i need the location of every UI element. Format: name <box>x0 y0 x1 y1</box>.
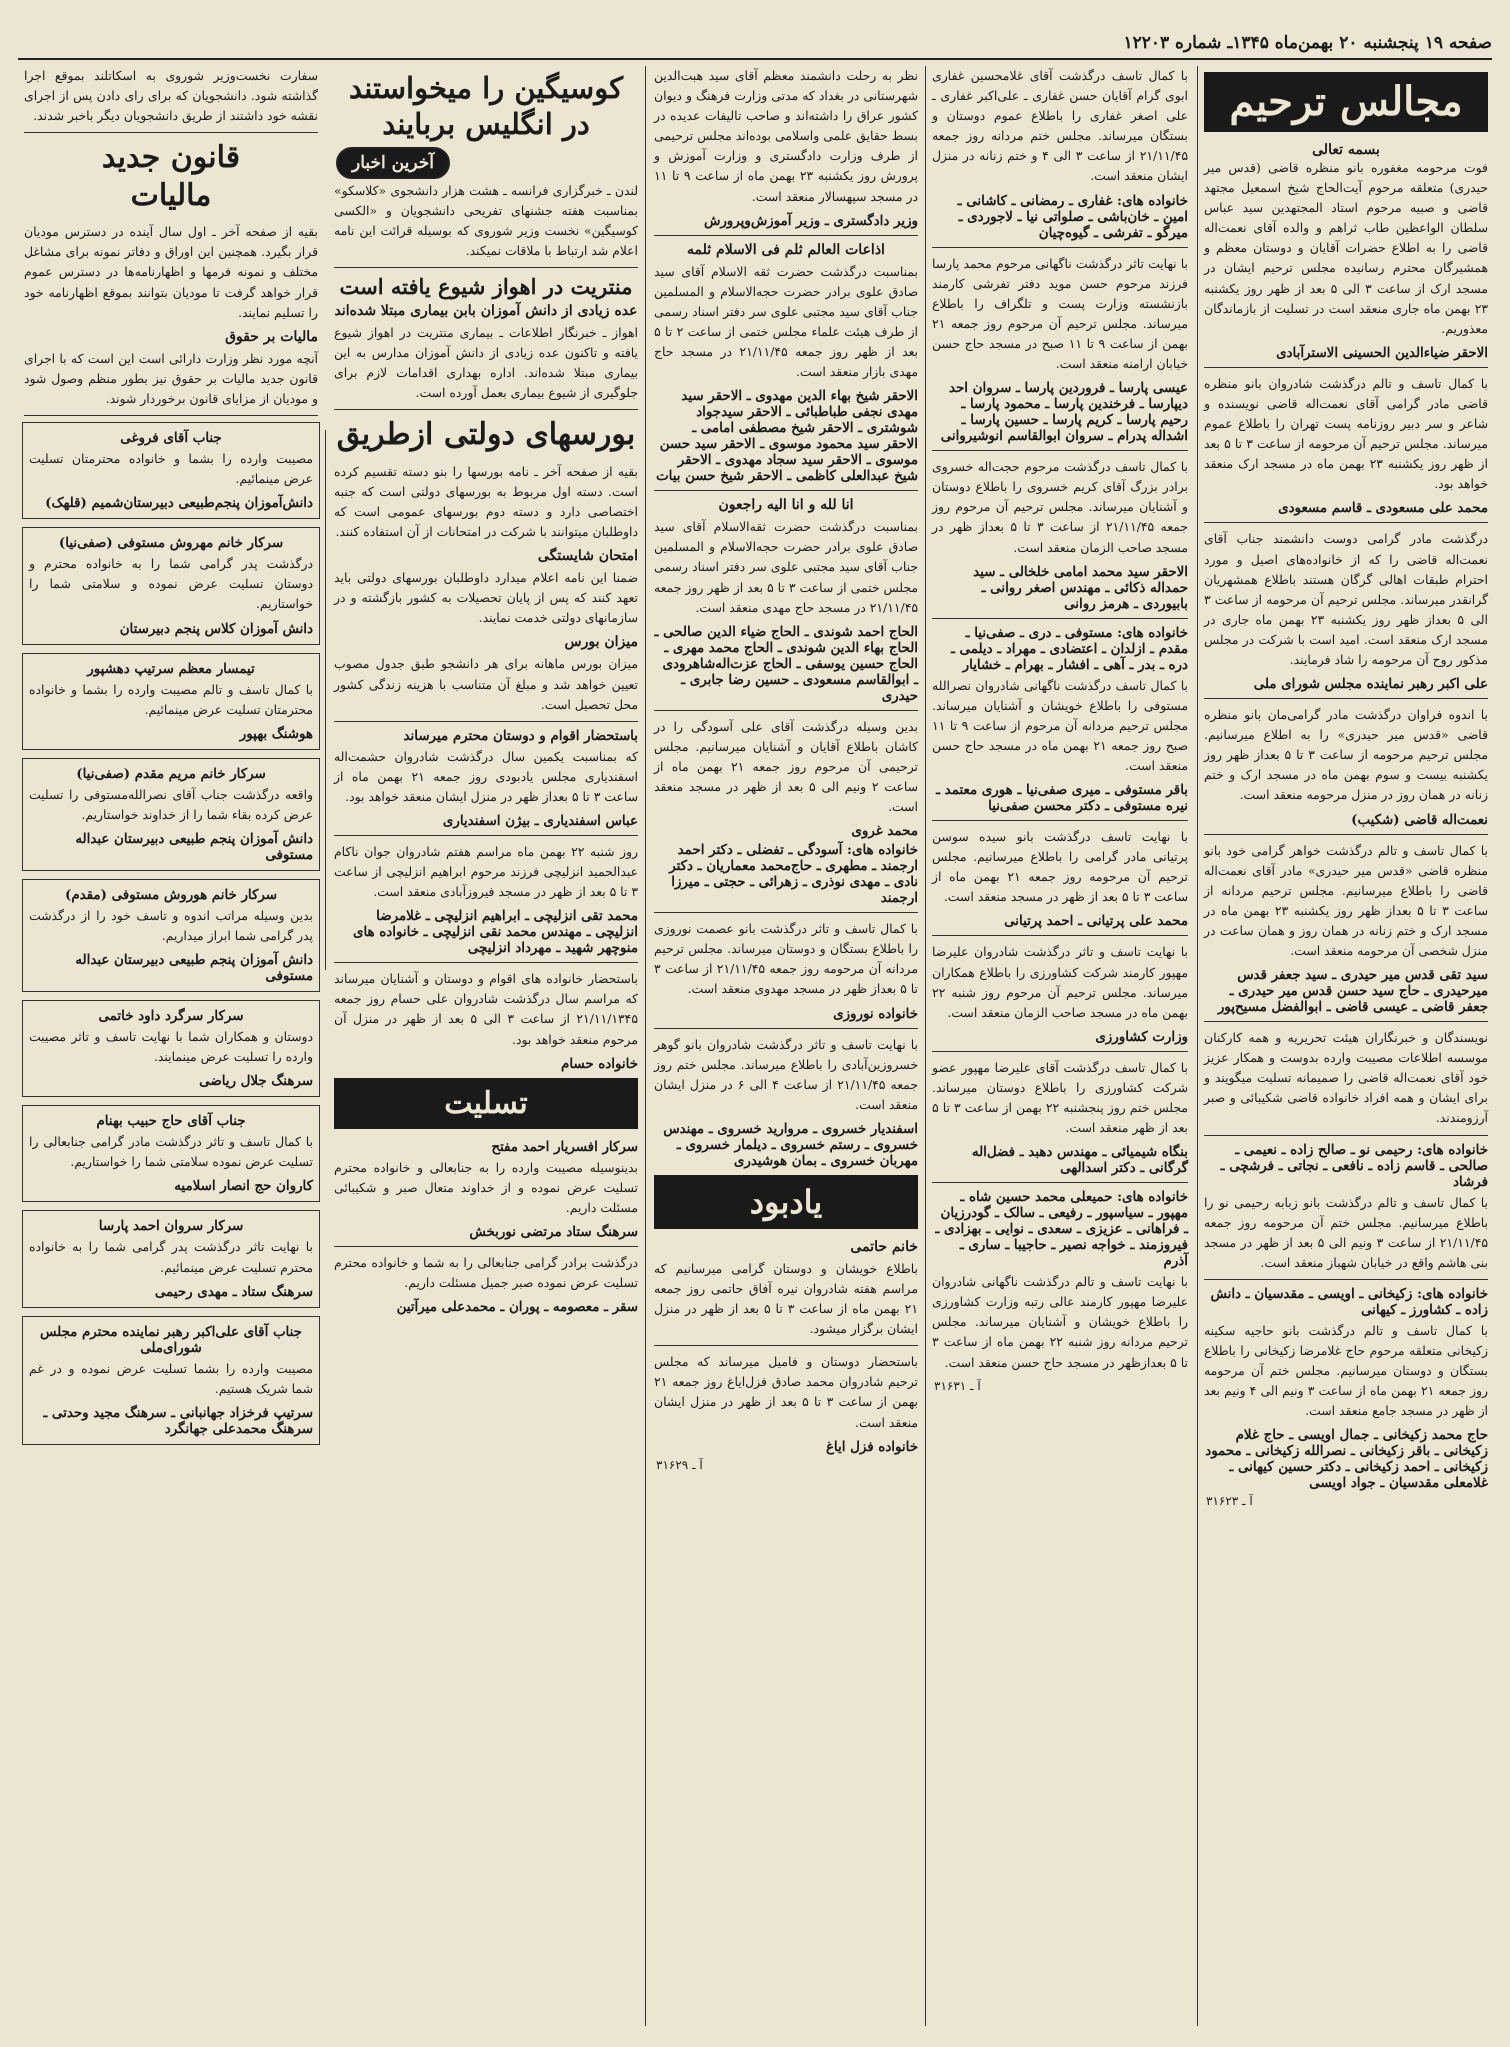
ad-code: آ ـ ۳۱۶۲۹ <box>656 1457 703 1472</box>
column-left <box>20 66 322 2026</box>
condolence-notice <box>22 527 320 644</box>
notice-signature: سرهنگ ستاد مرتضی نوربخش <box>469 1223 638 1240</box>
notice-signature: نعمت‌اله قاضی (شکیب) <box>1351 811 1488 828</box>
headline-new-tax-law: قانون جدید <box>101 140 241 176</box>
notice-text: بمناسبت درگذشت حضرت ثقه الاسلام آقای سید صادق علوی برادر حضرت حجه‌الاسلام و المسلمین جناب آقای سید مجتبی علوی سر دفتر اسناد رسمی از طرف هیئت علماء مجلس ختمی از ساعت ۲ تا ۵ بعد از ظهر روز جمعه ۲۱/۱۱/۴۵ در مسجد حاج مهدی بازار منعقد است. <box>654 263 918 380</box>
notice-signature: وزارت کشاورزی <box>1095 1028 1188 1045</box>
section-banner-condolence: تسلیت <box>334 1078 638 1129</box>
divider <box>1204 1021 1488 1022</box>
notice-signature: الحاج احمد شوندی ـ الحاج ضیاء الدین صالحی ـ الحاج بهاء الدین شوندی ـ الحاج محمد مهری ـ الحاج حسین یوسفی ـ الحاج عزت‌اله‌شاهرودی ـ ابوالقاسم مسعودی ـ حسین رضا جابری ـ حیدری <box>654 623 918 704</box>
notice-signature: حاج محمد زکیخانی ـ جمال اویسی ـ حاج غلام زکیخانی ـ باقر زکیخانی ـ نصرالله زکیخانی ـ محمود زکیخانی ـ احمد زکیخانی ـ دکتر حسین کیهانی ـ غلامعلی مقدسیان ـ جواد اویسی <box>1205 1427 1488 1492</box>
notice-text: نظر به رحلت دانشمند معظم آقای سید هبت‌الدین شهرستانی در بغداد که مدتی وزارت فرهنگ و دیوان کشور عراق را داشته‌اند و صاحب تالیفات عدیده در بسط حقایق علمی واسلامی بوده‌اند مجلس ترحیمی از طرف وزارت دادگستری و وزارت آموزش و پرورش روز یکشنبه ۲۳ بهمن ماه از ساعت ۹ تا ۱۱ در مسجد سپهسالار منعقد است. <box>654 68 918 204</box>
notice-text: باستحضار دوستان و فامیل میرساند که مجلس ترحیم شادروان محمد صادق فزل‌ایاغ روز جمعه ۲۱ بهمن از ساعت ۳ تا ۵ بعد از ظهر در منزل ایشان منعقد است. <box>654 1354 919 1430</box>
divider <box>932 1182 1188 1183</box>
notice-heading: سرکار سرگرد داود خاتمی <box>98 1008 244 1025</box>
notice-text: بدینوسیله مصیبت وارده را به جنابعالی و خانواده محترم تسلیت عرض نموده و از خداوند متعال صبر و شکیبائی مسئلت داریم. <box>334 1159 638 1215</box>
latest-news-logo: آخرین اخبار <box>336 147 450 179</box>
notice-signature: خانواده های: رحیمی نو ـ صالح زاده ـ نعیمی ـ صالحی ـ قاسم زاده ـ نافعی ـ نجاتی ـ فرشچی ـ فرشاد <box>1220 1141 1488 1190</box>
notice-heading: جناب آقای علی‌اکبر رهبر نماینده محترم مجلس شورای‌ملی <box>40 1323 302 1356</box>
notice-signature: علی اکبر رهبر نماینده مجلس شورای ملی <box>1253 676 1488 693</box>
column-news <box>330 66 642 2026</box>
headline-meningitis: منتریت در اهواز شیوع یافته است <box>339 273 633 299</box>
notice-signature: خانواده حسام <box>561 1055 638 1072</box>
notice-text: با کمال تاسف درگذشت آقای غلامحسین غفاری ابوی گرام آقایان حسن غفاری ـ علی‌اکبر غفاری ـ علی اصغر غفاری را باطلاع عموم دوستان و بستگان میرساند. مجلس ختم مردانه روز جمعه ۲۱/۱۱/۴۵ از ساعت ۳ الی ۴ و ختم زنانه در منزل ایشان منعقد است. <box>932 68 1188 184</box>
divider <box>1204 1279 1488 1280</box>
notice-text: درگذشت مادر گرامی دوست دانشمند جناب آقای نعمت‌اله قاضی را که از خانواده‌های اصیل و مورد احترام طبقات اهالی گرگان هستند باطلاع همشهریان گرانقدر میرساند. مجلس ترحیم آن مرحومه از ساعت ۳ الی ۵ بعداز ظهر روز یکشنبه ۲۳ بهمن ماه جاری در مسجد ارک منعقد است. امید است با شرکت در مجلس مذکور روح آن مرحومه را شاد فرمایند. <box>1204 531 1488 667</box>
notice-heading: سرکار افسریار احمد مفتح <box>491 1138 638 1155</box>
article-text: آنچه مورد نظر وزارت دارائی است این است که با اجرای قانون جدید مالیات بر حقوق نیز بطور منظم وصول شود و مودیان از مزایای قانون برخوردار شوند. <box>24 350 318 406</box>
notice-signature: سید تقی قدس میر حیدری ـ سید جعفر قدس میرحیدری ـ حاج سید حسن قدس میر حیدری ـ جعفر قاضی ـ عیسی قاضی ـ ابوالفضل مسیح‌پور <box>1217 967 1488 1016</box>
article-subheading: میزان بورس <box>564 634 638 651</box>
column-obituaries-middle <box>650 66 922 2026</box>
column-divider <box>325 430 326 970</box>
notice-heading: باستحضار اقوام و دوستان محترم میرساند <box>403 727 638 744</box>
notice-text: بدین وسیله درگذشت آقای علی آسودگی را در کاشان باطلاع آقایان و آشنایان میرسانیم. مجلس ترحیمی آن مرحوم روز جمعه ۲۱ بهمن ماه از ساعت ۲ ونیم الی ۵ بعد از ظهر در مسجد منعقد است. <box>654 718 919 815</box>
notice-signature: دانش آموزان پنجم طبیعی دبیرستان عبداله مستوفی <box>75 830 313 863</box>
notice-text: بمناسبت درگذشت حضرت ثقه‌الاسلام آقای سید صادق علوی برادر حضرت حجه‌الاسلام و المسلمین جناب آقای سید مجتبی علوی سر دفتر اسناد رسمی مجلس ختمی از ساعت ۳ تا ۵ بعد از ظهر روز جمعه ۲۱/۱۱/۴۵ در مسجد حاج مهدی منعقد است. <box>654 519 918 615</box>
divider <box>334 962 638 963</box>
divider <box>654 235 918 236</box>
notice-text: روز شنبه ۲۲ بهمن ماه مراسم هفتم شادروان جوان ناکام عبدالحمید انزلیچی فرزند مرحوم ابراهیم انزلیچی از ساعت ۳ تا ۵ بعد از ظهر در مسجد فیروزآبادی منعقد است. <box>334 843 638 900</box>
notice-text: با کمال تاسف و تالم مصیبت وارده را بشما و خانواده محترمتان تسلیت عرض مینمائیم. <box>29 681 313 717</box>
notice-signature: وزیر دادگستری ـ وزیر آموزش‌وپرورش <box>703 212 918 229</box>
notice-signature: سرهنگ جلال ریاضی <box>199 1073 313 1090</box>
notice-signature: باقر مستوفی ـ میری صفی‌نیا ـ هوری معتمد ـ نیره مستوفی ـ دکتر محسن صفی‌نیا <box>936 782 1188 815</box>
divider <box>334 267 638 268</box>
notice-heading: سرکار خانم مهروش مستوفی (صفی‌نیا) <box>58 535 284 552</box>
notice-text: با کمال تاسف و تالم درگذشت شادروان بانو منظره قاضی مادر گرامی آقای نعمت‌اله قاضی نویسنده و شاعر و سر دبیر روزنامه پست تهران را باطلاع عموم میرساند. مجلس ترحیم آن مرحومه از ساعت ۳ تا ۵ بعد از ظهر روز یکشنبه ۲۳ بهمن ماه در مسجد ارک منعقد خواهد بود. <box>1204 375 1488 492</box>
notice-signature: دانش‌آموزان پنجم‌طبیعی دبیرستان‌شمیم (قلهک) <box>45 495 313 512</box>
notice-text: با کمال تاسف درگذشت ناگهانی شادروان نصرالله مستوفی را باطلاع خویشان و آشنایان میرساند. مجلس ترحیم مردانه آن مرحوم از ساعت ۹ تا ۱۱ صبح روز جمعه ۲۱ بهمن ماه در مسجد حاج حسن منعقد است. <box>932 677 1189 773</box>
divider <box>1204 834 1488 835</box>
article-text: میزان بورس ماهانه برای هر دانشجو طبق جدول مصوب تعیین خواهد شد و مبلغ آن متناسب با هزینه زندگی کشور محل تحصیل است. <box>334 656 638 712</box>
divider <box>654 490 918 491</box>
notice-text: درگذشت پدر گرامی شما را به خانواده محترم و دوستان تسلیت عرض نموده و سلامتی شما را خواستاریم. <box>29 556 313 612</box>
notice-heading: خانم حاتمی <box>850 1238 918 1255</box>
article-subheading: مالیات بر حقوق <box>225 328 318 345</box>
headline-new-tax-law-2: مالیات <box>130 177 212 213</box>
condolence-notice <box>22 1316 320 1445</box>
divider <box>932 247 1188 248</box>
notice-text: مصیبت وارده را بشما و خانواده محترمتان تسلیت عرض مینمائیم. <box>29 451 313 487</box>
divider <box>1204 367 1488 368</box>
notice-signature: خانواده های: آسودگی ـ تفضلی ـ دکتر احمد ارجمند ـ مطهری ـ حاج‌محمد معماریان ـ دکتر نادی ـ مهدی نوذری ـ زهرائی ـ حجتی ـ میرزا ارجمند <box>669 842 918 907</box>
column-divider <box>645 66 646 2026</box>
notice-text: با نهایت تاسف و تاثر درگذشت شادروان علیرضا مهپور کارمند شرکت کشاورزی را باطلاع همکاران میرساند. مجلس ترحیم آن مرحوم روز شنبه ۲۲ بهمن ماه در مسجد صاحب الزمان منعقد است. <box>932 944 1188 1020</box>
divider <box>334 721 638 722</box>
notice-signature: الاحقر سید محمد امامی خلخالی ـ سید حمداله ذکائی ـ مهندس اصغر روانی ـ بابیوردی ـ هرمز روانی <box>973 563 1188 612</box>
divider <box>654 912 918 913</box>
notice-signature: هوشنگ بهپور <box>239 725 313 742</box>
column-divider <box>925 66 926 2026</box>
divider <box>24 132 318 133</box>
divider <box>334 409 638 410</box>
divider <box>932 618 1188 619</box>
notice-signature: محمد علی مسعودی ـ قاسم مسعودی <box>1278 500 1488 517</box>
notice-text: نویسندگان و خبرنگاران هیئت تحریریه و همه کارکنان موسسه اطلاعات مصیبت وارده بدوست و همکار عزیز خود آقای نعمت‌اله قاضی را صمیمانه تسلیت میگویند و برای ایشان و همه افراد خانواده قاضی شکیبائی و صبر آرزومندند. <box>1204 1030 1488 1126</box>
column-divider <box>1197 66 1198 2026</box>
notice-text: با کمال تاسف و تالم درگذشت بانو زبابه رحیمی نو را باطلاع میرسانیم. مجلس ختم آن مرحومه روز جمعه ۲۱/۱۱/۴۵ از ساعت ۳ ونیم الی ۵ بعد از ظهر در مسجد بنی هاشم واقع در خیابان شهباز منعقد است. <box>1204 1194 1488 1270</box>
notice-text: با نهایت تاثر درگذشت پدر گرامی شما را به خانواده محترم تسلیت عرض مینمائیم. <box>29 1239 313 1275</box>
divider <box>334 1246 638 1247</box>
notice-signature: دانش آموزان پنجم طبیعی دبیرستان عبداله مستوفی <box>75 952 313 985</box>
notice-text: باستحضار خانواده های اقوام و دوستان و آشنایان میرساند که مراسم سال درگذشت شادروان علی حسام روز جمعه ۲۱/۱۱/۱۳۴۵ از ساعت ۳ الی ۵ بعد از ظهر در منزل آن مرحوم منعقد خواهد بود. <box>334 971 638 1047</box>
notice-text: باطلاع خویشان و دوستان گرامی میرسانیم که مراسم هفته شادروان نیره آفاق حاتمی روز جمعه ۲۱ بهمن ماه از ساعت ۳ تا ۵ بعد از ظهر در منزل ایشان برگزار میشود. <box>654 1260 918 1337</box>
notice-heading: سرکار خانم مریم مقدم (صفی‌نیا) <box>76 765 266 782</box>
notice-text: با نهایت تاثر درگذشت ناگهانی مرحوم محمد پارسا فرزند مرحوم حسن موید دفتر تفرشی کارمند بازنشسته وزارت پست و تلگراف را باطلاع میرساند. مجلس ترحیم آن مرحوم روز جمعه ۲۱ بهمن از ساعت ۹ تا ۱۱ صبح در مسجد حاج حسن خیابان ارامنه منعقد است. <box>932 255 1188 372</box>
divider <box>654 1028 918 1029</box>
article-text: بقیه از صفحه آخر ـ اول سال آینده در دسترس مودیان قرار بگیرد. همچنین این اوراق و دفاتر نمونه برای مشاغل مختلف و نمونه فرمها و اظهارنامه‌ها در دسترس عموم قرار خواهد گرفت تا مودیان بتوانند بموقع اظهارنامه خود را تسلیم نمایند. <box>24 224 318 320</box>
notice-text: با کمال تاسف و تالم درگذشت بانو حاجیه سکینه زکیخانی متعلقه مرحوم حاج غلامرضا زکیخانی را باطلاع بستگان و دوستان میرسانیم. مجلس ختم آن مرحومه روز جمعه ۲۱ بهمن ماه از ساعت ۳ ونیم الی ۴ ونیم بعد از ظهر در مسجد جامع منعقد است. <box>1204 1322 1488 1419</box>
divider <box>1204 522 1488 523</box>
page-info: صفحه ۱۹ پنجشنبه ۲۰ بهمن‌ماه ۱۳۴۵ـ شماره ۱۲۲۰۳ <box>1123 33 1492 53</box>
divider <box>932 450 1188 451</box>
logo-wrapper <box>336 147 636 179</box>
subheadline-meningitis: عده زیادی از دانش آموزان بابن بیماری مبتلا شده‌اند <box>334 302 638 319</box>
condolence-notice <box>22 422 320 519</box>
notice-signature: سقر ـ معصومه ـ پوران ـ محمدعلی میرآتین <box>396 1299 638 1316</box>
invocation: بسمه تعالی <box>1312 142 1380 158</box>
notice-text: با نهایت تاسف و تاثر درگذشت شادروان بانو گوهر خسروزین‌آبادی را باطلاع میرساند. مجلس ختم روز جمعه ۲۱/۱۱/۴۵ از ساعت ۴ الی ۶ در منزل ایشان منعقد است. <box>654 1036 918 1112</box>
notice-text: با کمال تاسف و تاثر درگذشت مادر گرامی جنابعالی را تسلیت عرض نموده سلامتی شما را خواستاریم. <box>29 1134 313 1170</box>
notice-text: با کمال تاسف درگذشت مرحوم حجت‌اله خسروی برادر بزرگ آقای کریم خسروی را باطلاع دوستان و آشنایان میرساند. مجلس ترحیم آن مرحوم روز جمعه ۲۱/۱۱/۴۵ از ساعت ۳ تا ۵ بعداز ظهر در مسجد صاحب الزمان منعقد است. <box>932 459 1188 555</box>
notice-signature: عیسی پارسا ـ فروردین پارسا ـ سروان احد دیپارسا ـ فرخندین پارسا ـ محمود پارسا ـ رحیم پارسا ـ کریم پارسا ـ حسین پارسا ـ اشداله پدرام ـ سروان ابوالقاسم انوشیروانی <box>940 380 1188 445</box>
notice-heading: سرکار سروان احمد پارسا <box>98 1218 244 1235</box>
notice-text: درگذشت برادر گرامی جنابعالی را به شما و خانواده محترم تسلیت عرض نموده صبر جمیل مسئلت داریم. <box>334 1254 638 1290</box>
news-header-row <box>334 70 638 143</box>
notice-text: با نهایت تاسف و تالم درگذشت ناگهانی شادروان علیرضا مهپور کارمند عالی رتبه وزارت کشاورزی را باطلاع خویشان و آشنایان میرساند. مجلس ترحیم مردانه روز شنبه ۲۲ بهمن ماه از ساعت ۳ تا ۵ بعدازظهر در مسجد حاج حسن منعقد است. <box>932 1274 1188 1370</box>
notice-signature: بنگاه شیمیائی ـ مهندس دهبد ـ فضل‌اله گرگانی ـ دکتر اسدالهی <box>971 1144 1188 1177</box>
notice-heading: سرکار خانم هوروش مستوفی (مقدم) <box>64 886 277 903</box>
ad-code: آ ـ ۳۱۶۳۱ <box>934 1378 981 1393</box>
condolence-notice <box>22 653 320 750</box>
condolence-notice <box>22 1000 320 1097</box>
divider <box>654 1345 918 1346</box>
notice-text: با نهایت تاسف درگذشت بانو سیده سوسن پرتیانی مادر گرامی را باطلاع میرسانیم. مجلس ترحیم آن مرحومه روز جمعه ۲۱ بهمن ماه از ساعت ۳ تا ۵ بعد از ظهر در مسجد منعقد است. <box>932 829 1189 905</box>
divider <box>24 415 318 416</box>
divider <box>1204 1135 1488 1136</box>
notice-text: بدین وسیله مراتب اندوه و تاسف خود را از درگذشت پدر گرامی شما ابراز میداریم. <box>29 907 313 943</box>
section-banner-remembrance: یادبود <box>654 1175 918 1229</box>
notice-heading: جناب آقای حاج حبیب بهنام <box>96 1113 246 1130</box>
divider <box>654 710 918 711</box>
notice-signature: خانواده های: حمیعلی محمد حسین شاه ـ مهپور ـ سیاسپور ـ رفیعی ـ سالک ـ گودرزیان ـ فراهانی ـ عزیزی ـ سعدی ـ نوایی ـ بهزادی ـ فیروزمند ـ خواجه نصیر ـ حاجیبا ـ ساری ـ آذرم <box>935 1189 1188 1270</box>
headline-kosygin: کوسیگین را میخواستند در انگلیس بربایند <box>349 71 623 142</box>
article-subheading: امتحان شایستگی <box>537 548 638 565</box>
notice-text: با کمال تاسف و تالم درگذشت خواهر گرامی خود بانو منظره قاضی «قدس میر حیدری» مادر آقای نعمت‌اله قاضی را باطلاع میرسانیم. مجلس ترحیم مردانه از ساعت ۳ تا ۵ بعداز ظهر روز یکشنبه ۲۳ بهمن ماه در مسجد ارک و ختم زنانه در همان روز و همان ساعت در منزل شخصی آن مرحومه منعقد است. <box>1204 842 1488 958</box>
notice-signature: خانواده های: زکیخانی ـ اویسی ـ مقدسیان ـ دانش زاده ـ کشاورز ـ کیهانی <box>1210 1285 1488 1318</box>
divider <box>334 835 638 836</box>
notice-signature: سرتیپ فرخزاد جهانبانی ـ سرهنگ مجید وحدتی ـ سرهنگ محمدعلی جهانگرد <box>43 1404 313 1437</box>
article-text: اهواز ـ خبرنگار اطلاعات ـ بیماری منتریت در اهواز شیوع یافته و تاکنون عده زیادی از دانش آموزان مدارس به این بیماری مبتلا شده‌اند. اداره بهداری اقدامات لازم برای جلوگیری از شیوع بیماری بعمل آورده است. <box>334 324 638 401</box>
notice-text: با کمال تاسف و تاثر درگذشت بانو عصمت نوروزی را باطلاع بستگان و دوستان میرساند. مجلس ترحیم مردانه آن مرحومه روز جمعه ۲۱/۱۱/۴۵ از ساعت ۳ تا ۵ بعداز ظهر در مسجد مهدوی منعقد است. <box>654 921 918 997</box>
divider <box>932 935 1188 936</box>
notice-text: فوت مرحومه مغفوره بانو منظره قاضی (قدس میر حیدری) متعلقه مرحوم آیت‌الحاج شیخ اسمعیل مجتهد قاضی و صبیه مرحوم استاد المجتهدین سید عباس سلطان الواعظین طاب ثراهم و والده آقای نعمت‌اله قاضی را به اطلاع حضرات آقایان و دوستان معظم و همشیرگان محترم رسانیده مجلس ترحیم ایشان در مسجد ارک از ساعت ۳ الی ۵ بعد از ظهر روز یکشنبه ۲۳ بهمن ماه جاری منعقد است در تسلیت از بازماندگان معذوریم. <box>1204 160 1488 336</box>
notice-signature: محمد علی پرتیانی ـ احمد پرتیانی <box>1004 913 1188 930</box>
notice-signature: الاحقر شیخ بهاء الدین مهدوی ـ الاحقر سید مهدی نجفی طباطبائی ـ الاحقر سیدجواد شوشتری ـ الاحقر شیخ مصطفی امامی ـ الاحقر سید محمود موسوی ـ الاحقر سید حسن موسوی ـ الاحقر سید سجاد مهدوی ـ الاحقر شیخ عبدالعلی کاظمی ـ الاحقر شیخ حسن بیات <box>656 388 918 485</box>
notice-heading: جناب آقای فروغی <box>120 430 222 447</box>
notice-signature: خانواده نوروزی <box>833 1005 918 1022</box>
notice-signature: الاحقر ضیاءالدین الحسینی الاسترآبادی <box>1276 344 1488 361</box>
divider <box>932 820 1188 821</box>
notice-text: مصیبت وارده را بشما تسلیت عرض نموده و در غم شما شریک هستیم. <box>29 1360 313 1396</box>
notice-signature: کاروان حج انصار اسلامیه <box>174 1178 313 1195</box>
notice-text: که بمناسبت یکمین سال درگذشت شادروان حشمت‌اله اسفندیاری مجلس یادبودی روز جمعه ۲۱ بهمن ماه از ساعت ۳ تا ۵ بعداز ظهر در منزل ایشان منعقد خواهد بود. <box>334 748 639 804</box>
notice-signature: دانش آموزان کلاس پنجم دبیرستان <box>119 620 313 637</box>
ad-code: آ ـ ۳۱۶۲۳ <box>1206 1494 1253 1509</box>
notice-signature: محمد غروی <box>851 823 918 840</box>
condolence-notice <box>22 758 320 871</box>
notice-heading: اذاعات العالم ثلم فی الاسلام ثلمه <box>687 241 885 258</box>
notice-signature: خانواده های: مستوفی ـ دری ـ صفی‌نیا ـ مقدم ـ ازلدان ـ اعتضادی ـ مهراد ـ دیلمی ـ دره ـ بدر ـ آهی ـ افشار ـ بهرام ـ خشایار <box>950 624 1188 673</box>
article-text: بقیه از صفحه آخر ـ نامه بورسها را بنو دسته تقسیم کرده است. دسته اول مربوط به بورسهای دولتی است که جنبه اختصاصی دارد و دسته دوم بورسهای عمومی است که داوطلبان میتوانند با شرکت در امتحانات از آن استفاده کنند. <box>334 463 638 540</box>
condolence-notice <box>22 879 320 992</box>
notice-text: با کمال تاسف درگذشت آقای علیرضا مهپور عضو شرکت کشاورزی را باطلاع دوستان میرساند. مجلس ختم روز پنجشنبه ۲۲ بهمن از ساعت ۳ تا ۵ بعد از ظهر منعقد است. <box>932 1059 1188 1136</box>
notice-heading: تیمسار معظم سرتیپ دهشپور <box>87 660 255 677</box>
notice-signature: محمد تقی انزلیچی ـ ابراهیم انزلیچی ـ غلامرضا انزلیچی ـ مهندس محمد نقی انزلیچی ـ خانواده های منوچهر شهید ـ مهرداد انزلیچی <box>353 908 638 957</box>
divider <box>1204 698 1488 699</box>
divider <box>932 1051 1188 1052</box>
condolence-notice <box>22 1105 320 1202</box>
section-banner-memorials: مجالس ترحیم <box>1204 72 1488 132</box>
condolence-notice <box>22 1210 320 1307</box>
notice-text: واقعه درگذشت جناب آقای نصرالله‌مستوفی را تسلیت عرض کرده بقاء شما را از خداوند خواستاریم. <box>29 786 313 822</box>
article-text: لندن ـ خبرگزاری فرانسه ـ هشت هزار دانشجوی «کلاسکو» بمناسبت هفته جشنهای تفریحی دانشجویان و «الکسی کوسیگین» نخست وزیر شوروی که بوسیله قرائت این نامه اعلام شد ارتباط با ملاقات نمیکند. <box>334 182 638 258</box>
notice-signature: خانواده فزل ایاغ <box>825 1438 918 1455</box>
notice-signature: اسفندیار خسروی ـ مروارید خسروی ـ مهندس خسروی ـ رستم خسروی ـ دیلمار خسروی ـ مهربان خسروی ـ بمان هوشیدری <box>663 1120 918 1169</box>
article-text: ضمنا این نامه اعلام میدارد داوطلبان بورسهای دولتی باید تعهد کنند که پس از پایان تحصیلات به کشور بازگشته و در سازمانهای دولتی خدمت نمایند. <box>334 570 638 626</box>
notice-signature: خانواده های: غفاری ـ رمضانی ـ کاشانی ـ امین ـ خان‌باشی ـ صلواتی نیا ـ لاجوردی ـ میرگو ـ تفرشی ـ گیوه‌چیان <box>957 192 1188 241</box>
headline-scholarships: بورسهای دولتی ازطریق <box>336 417 636 453</box>
notice-signature: عباس اسفندیاری ـ بیژن اسفندیاری <box>442 812 638 829</box>
notice-signature: سرهنگ ستاد ـ مهدی رحیمی <box>154 1283 313 1300</box>
notice-heading: انا لله و انا الیه راجعون <box>718 497 854 514</box>
column-obituaries-right <box>1200 66 1492 2026</box>
article-text: سفارت نخست‌وزیر شوروی به اسکاتلند بموقع اجرا گذاشته شود. دانشجویان که برای رای دادن پس از اجرای نقشه خود داشتند از طریق دانشجویان دیگر باخبر شدند. <box>24 68 318 124</box>
notice-text: با اندوه فراوان درگذشت مادر گرامی‌مان بانو منظره قاضی «قدس میر حیدری» را به اطلاع میرسانیم. مجلس ترحیم مرحومه از ساعت ۳ تا ۵ بعداز ظهر روز یکشنبه بیست و سوم بهمن ماه در مسجد ارک و ختم زنانه در همان روز در منزل مرحومه منعقد است. <box>1204 707 1488 803</box>
column-obituaries-midright <box>928 66 1192 2026</box>
notice-text: دوستان و همکاران شما با نهایت تاسف و تاثر مصیبت وارده را تسلیت عرض مینمایند. <box>29 1029 313 1065</box>
page-header <box>18 28 1492 60</box>
